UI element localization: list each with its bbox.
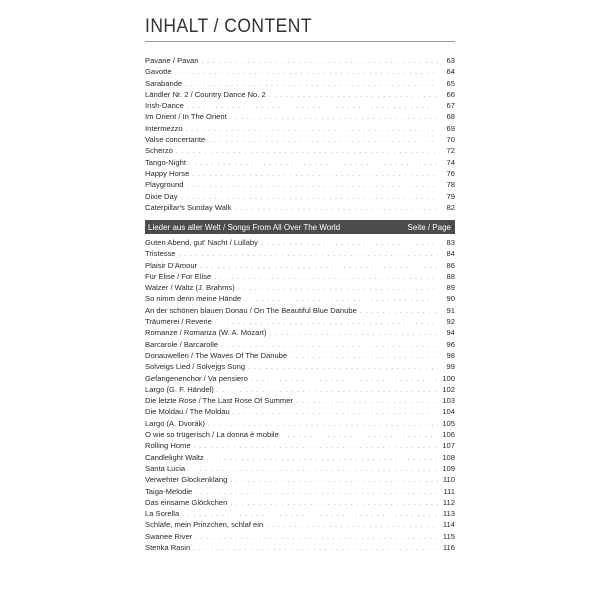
toc-entry	[145, 145, 455, 156]
toc-entry-page: 63	[446, 56, 455, 65]
dot-leader	[230, 113, 438, 124]
section-header	[145, 220, 455, 234]
dot-leader	[176, 147, 438, 158]
toc-entry-title: Für Elise / For Elise	[145, 271, 212, 281]
toc-entry-page: 90	[446, 294, 455, 304]
toc-entry-title: Tango-Night	[145, 157, 186, 167]
toc-entry-page: 115	[442, 531, 455, 541]
toc-entry	[145, 271, 455, 282]
toc-entry	[145, 395, 455, 406]
dot-leader	[282, 431, 438, 442]
toc-entry-page: 102	[442, 384, 455, 394]
toc-entry-page: 107	[442, 441, 455, 451]
dot-leader	[234, 204, 438, 215]
toc-entry-title: Tristesse	[145, 249, 176, 259]
dot-leader	[261, 239, 438, 250]
toc-list-top	[145, 55, 455, 213]
toc-entry-page: 70	[446, 135, 455, 145]
toc-entry-title: Irish-Dance	[145, 101, 184, 111]
toc-entry-title: La Sorella	[145, 509, 180, 519]
page-title: INHALT / CONTENT	[145, 16, 312, 37]
toc-entry-page: 96	[446, 339, 455, 349]
toc-entry-title: Sarabande	[145, 78, 183, 88]
toc-entry-page: 98	[446, 350, 455, 360]
toc-entry	[145, 429, 455, 440]
toc-entry-title: Dixie Day	[145, 191, 178, 201]
toc-entry-title: Donauwellen / The Waves Of The Danube	[145, 350, 288, 360]
dot-leader	[230, 499, 438, 510]
dot-leader	[179, 250, 438, 261]
toc-entry-page: 88	[446, 271, 455, 281]
toc-entry-title: Playground	[145, 180, 184, 190]
toc-entry	[145, 508, 455, 519]
toc-entry-page: 99	[446, 362, 455, 372]
toc-entry-title: Das einsame Glöckchen	[145, 497, 228, 507]
dot-leader	[195, 488, 438, 499]
toc-entry-page: 86	[446, 260, 455, 270]
dot-leader	[208, 136, 438, 147]
dot-leader	[194, 442, 438, 453]
toc-entry	[145, 179, 455, 190]
toc-entry-page: 66	[446, 89, 455, 99]
toc-entry-title: Santa Lucia	[145, 463, 186, 473]
dot-leader	[360, 307, 438, 318]
toc-entry-title: Intermezzo	[145, 123, 183, 133]
toc-entry-title: Pavane / Pavan	[145, 56, 199, 65]
toc-entry-title: Scherzo	[145, 146, 173, 156]
toc-entry-page: 104	[442, 407, 455, 417]
dot-leader	[290, 352, 438, 363]
toc-entry	[145, 474, 455, 485]
toc-entry-title: Die Moldau / The Moldau	[145, 407, 230, 417]
toc-entry	[145, 248, 455, 259]
dot-leader	[238, 284, 438, 295]
toc-entry-title: Candlelight Waltz	[145, 452, 204, 462]
toc-list-songs	[145, 237, 455, 553]
toc-entry-page: 65	[446, 78, 455, 88]
toc-entry	[145, 486, 455, 497]
toc-entry-title: Gefangenenchor / Va pensiero	[145, 373, 248, 383]
toc-entry	[145, 237, 455, 248]
toc-entry-page: 83	[446, 238, 455, 247]
toc-entry-page: 78	[446, 180, 455, 190]
toc-entry	[145, 260, 455, 271]
toc-entry-title: Walzer / Waltz (J. Brahms)	[145, 283, 235, 293]
toc-entry-page: 103	[442, 396, 455, 406]
toc-entry	[145, 497, 455, 508]
toc-entry-page: 100	[442, 373, 455, 383]
dot-leader	[189, 159, 438, 170]
toc-entry-title: An der schönen blauen Donau / On The Beautiful Blue Danube	[145, 305, 357, 315]
toc-entry-title: Stenka Rasin	[145, 543, 191, 553]
toc-entry-title: So nimm denn meine Hände	[145, 294, 242, 304]
dot-leader	[175, 68, 438, 79]
toc-entry	[145, 123, 455, 134]
toc-entry-title: Caterpillar's Sunday Walk	[145, 202, 232, 212]
toc-entry	[145, 100, 455, 111]
toc-entry	[145, 406, 455, 417]
dot-leader	[192, 170, 438, 181]
dot-leader	[251, 375, 438, 386]
toc-entry-page: 113	[442, 509, 455, 519]
toc-entry	[145, 542, 455, 553]
toc-entry-page: 114	[442, 520, 455, 530]
toc-entry-page: 105	[442, 418, 455, 428]
toc-entry	[145, 293, 455, 304]
toc-entry-page: 112	[442, 497, 455, 507]
toc-entry-title: Plaisir D'Amour	[145, 260, 198, 270]
toc-entry-page: 111	[443, 486, 455, 496]
toc-entry-title: Guten Abend, gut' Nacht / Lullaby	[145, 238, 258, 247]
toc-entry	[145, 327, 455, 338]
toc-entry-page: 89	[446, 283, 455, 293]
toc-entry-page: 92	[446, 317, 455, 327]
toc-entry-title: O wie so trügerisch / La donna è mobile	[145, 430, 279, 440]
toc-entry	[145, 66, 455, 77]
toc-entry	[145, 191, 455, 202]
toc-entry	[145, 316, 455, 327]
toc-entry	[145, 134, 455, 145]
toc-entry-page: 79	[446, 191, 455, 201]
toc-entry	[145, 452, 455, 463]
toc-entry	[145, 339, 455, 350]
toc-entry	[145, 361, 455, 372]
toc-entry-title: Taiga-Melodie	[145, 486, 193, 496]
toc-entry	[145, 111, 455, 122]
toc-entry-page: 106	[442, 430, 455, 440]
toc-entry	[145, 282, 455, 293]
toc-entry	[145, 384, 455, 395]
toc-entry-title: Happy Horse	[145, 168, 190, 178]
toc-entry-page: 82	[446, 202, 455, 212]
dot-leader	[193, 544, 438, 555]
toc-entry-title: Barcarole / Barcarolle	[145, 339, 219, 349]
toc-entry	[145, 373, 455, 384]
section-header-title: Lieder aus aller Welt / Songs From All Over The World	[148, 222, 341, 232]
toc-entry-title: Im Orient / In The Orient	[145, 112, 227, 122]
toc-entry-page: 64	[446, 67, 455, 77]
dot-leader	[233, 408, 438, 419]
dot-leader	[230, 476, 438, 487]
dot-leader	[186, 181, 438, 192]
toc-entry-page: 68	[446, 112, 455, 122]
toc-entry-title: Ländler Nr. 2 / Country Dance No. 2	[145, 89, 266, 99]
toc-entry-title: Swanee River	[145, 531, 193, 541]
toc-entry-page: 110	[442, 475, 455, 485]
toc-entry-page: 72	[446, 146, 455, 156]
dot-leader	[296, 397, 438, 408]
dot-leader	[270, 329, 438, 340]
toc-entry-title: Largo (G. F. Händel)	[145, 384, 214, 394]
toc-entry-page: 108	[442, 452, 455, 462]
toc-entry-page: 91	[446, 305, 455, 315]
toc-entry	[145, 157, 455, 168]
toc-entry	[145, 202, 455, 213]
toc-entry-page: 109	[442, 463, 455, 473]
toc-entry-title: Valse concertante	[145, 135, 206, 145]
toc-entry-title: Largo (A. Dvorák)	[145, 418, 205, 428]
toc-entry-page: 69	[446, 123, 455, 133]
dot-leader	[214, 273, 438, 284]
dot-leader	[269, 91, 438, 102]
toc-entry-title: Rolling Home	[145, 441, 191, 451]
toc-entry-page: 74	[446, 157, 455, 167]
toc-entry-page: 76	[446, 168, 455, 178]
dot-leader	[207, 454, 438, 465]
toc-entry	[145, 89, 455, 100]
dot-leader	[186, 125, 438, 136]
toc-entry-title: Gavotte	[145, 67, 172, 77]
toc-entry-page: 116	[442, 543, 455, 553]
dot-leader	[266, 521, 438, 532]
toc-entry-title: Solveigs Lied / Solvejgs Song	[145, 362, 246, 372]
toc-entry	[145, 168, 455, 179]
toc-entry-page: 94	[446, 328, 455, 338]
title-divider	[145, 41, 455, 42]
toc-entry	[145, 55, 455, 66]
dot-leader	[195, 533, 438, 544]
dot-leader	[248, 363, 438, 374]
toc-entry-page: 67	[446, 101, 455, 111]
toc-entry-title: Verwehter Glockenklang	[145, 475, 228, 485]
toc-entry	[145, 418, 455, 429]
toc-entry	[145, 305, 455, 316]
toc-entry-page: 84	[446, 249, 455, 259]
toc-entry	[145, 350, 455, 361]
toc-entry	[145, 440, 455, 451]
toc-entry-title: Die letzte Rose / The Last Rose Of Summer	[145, 396, 293, 406]
toc-entry	[145, 78, 455, 89]
toc-entry-title: Träumerei / Reverie	[145, 317, 212, 327]
toc-entry-title: Schlafe, mein Prinzchen, schlaf ein	[145, 520, 264, 530]
toc-entry	[145, 519, 455, 530]
toc-entry-title: Romanze / Romanza (W. A. Mozart)	[145, 328, 267, 338]
dot-leader	[200, 262, 438, 273]
dot-leader	[202, 57, 438, 68]
toc-entry	[145, 463, 455, 474]
section-header-page-label: Seite / Page	[407, 222, 451, 232]
toc-entry	[145, 531, 455, 542]
